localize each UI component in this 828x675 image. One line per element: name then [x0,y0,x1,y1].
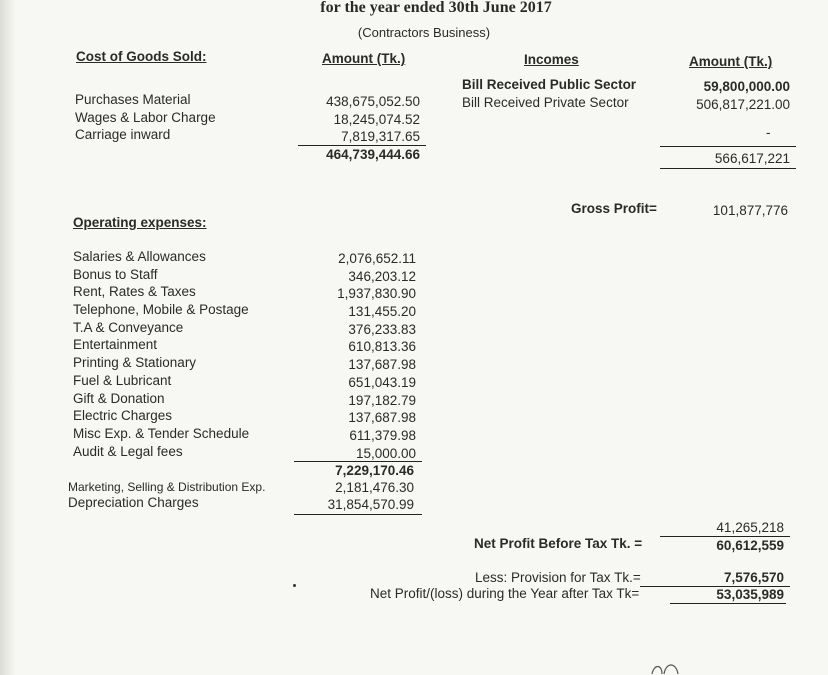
statement-period: for the year ended 30th June 2017 [320,0,552,16]
income-labels [462,76,636,111]
cogs-item-value: 438,675,052.50 [326,94,420,109]
expenses-total-rule [294,514,422,515]
cogs-item-label: Purchases Material [75,92,191,107]
opex-item-label: Bonus to Staff [73,266,158,282]
income-label: Bill Received Private Sector [462,94,629,110]
income-total-underline [660,168,796,169]
opex-labels [73,248,249,460]
net-profit-before-tax-value: 60,612,559 [716,538,784,553]
opex-item-value: 197,182.79 [348,392,416,408]
cogs-amount-heading: Amount (Tk.) [322,51,406,66]
cogs-total-rule [298,145,426,146]
opex-item-label: Salaries & Allowances [73,249,206,264]
cogs-total: 464,739,444.66 [326,147,420,162]
income-label: Bill Received Public Sector [462,77,637,92]
page-binding-edge [0,0,16,675]
cogs-item-value: 7,819,317.65 [341,129,420,145]
opex-item-value: 376,233.83 [348,321,416,337]
opex-item-value: 137,687.98 [348,357,416,373]
provision-tax-value: 7,576,570 [723,570,784,585]
business-type: (Contractors Business) [357,25,491,40]
cogs-item-label: Wages & Labor Charge [75,109,216,125]
incomes-heading: Incomes [524,52,579,67]
cogs-heading: Cost of Goods Sold: [76,49,207,64]
cogs-values [270,93,420,146]
handwritten-mark [650,660,682,675]
net-profit-before-tax-label: Net Profit Before Tax Tk. = [474,536,643,551]
marketing-label: Marketing, Selling & Distribution Exp. [68,480,266,494]
gross-profit-value: 101,877,776 [712,203,788,218]
opex-item-label: Gift & Donation [73,390,165,406]
depreciation-label: Depreciation Charges [68,495,199,510]
opex-item-label: Fuel & Lubricant [73,372,172,388]
opex-item-value: 346,203.12 [348,268,416,284]
opex-subtotal-rule [294,461,422,462]
opex-item-value: 1,937,830.90 [337,286,416,302]
net-profit-after-tax-value: 53,035,989 [716,587,784,602]
opex-item-label: Entertainment [73,337,158,353]
opex-item-value: 610,813.36 [348,339,416,355]
opex-item-label: Misc Exp. & Tender Schedule [73,425,250,441]
opex-subtotal: 7,229,170.46 [335,463,414,478]
net-profit-after-tax-label: Net Profit/(loss) during the Year after Tax Tk= [370,586,640,601]
net-profit-rule [660,536,790,537]
provision-tax-label: Less: Provision for Tax Tk.= [475,570,641,585]
cogs-labels [75,91,216,144]
opex-item-label: Electric Charges [73,408,173,424]
opex-item-label: Audit & Legal fees [73,443,183,459]
opex-item-value: 131,455.20 [348,304,416,320]
opex-values [266,250,416,462]
net-profit-double-rule [670,603,786,604]
depreciation-value: 31,854,570.99 [327,497,414,512]
income-values [640,78,790,113]
gross-profit-label: Gross Profit= [571,201,657,216]
opex-item-value: 15,000.00 [355,445,416,461]
income-dash: - [766,125,771,140]
ink-dot [293,584,296,587]
income-total: 566,617,221 [714,151,790,166]
opex-item-value: 2,076,652.11 [338,251,416,266]
opex-heading: Operating expenses: [73,215,207,230]
opex-item-label: T.A & Conveyance [73,319,184,335]
income-value: 506,817,221.00 [696,96,790,112]
opex-item-value: 137,687.98 [348,410,416,426]
incomes-amount-heading: Amount (Tk.) [689,54,773,69]
income-value: 59,800,000.00 [703,79,790,94]
cogs-item-label: Carriage inward [75,127,171,143]
opex-item-label: Telephone, Mobile & Postage [73,302,249,318]
income-total-rule [660,146,796,147]
cogs-item-value: 18,245,074.52 [333,111,420,127]
opex-item-value: 611,379.98 [349,427,416,443]
opex-item-label: Rent, Rates & Taxes [73,284,196,300]
total-expenses-value: 41,265,218 [716,520,784,535]
opex-item-value: 651,043.19 [348,374,416,390]
marketing-value: 2,181,476.30 [335,480,414,495]
opex-item-label: Printing & Stationary [73,355,197,371]
